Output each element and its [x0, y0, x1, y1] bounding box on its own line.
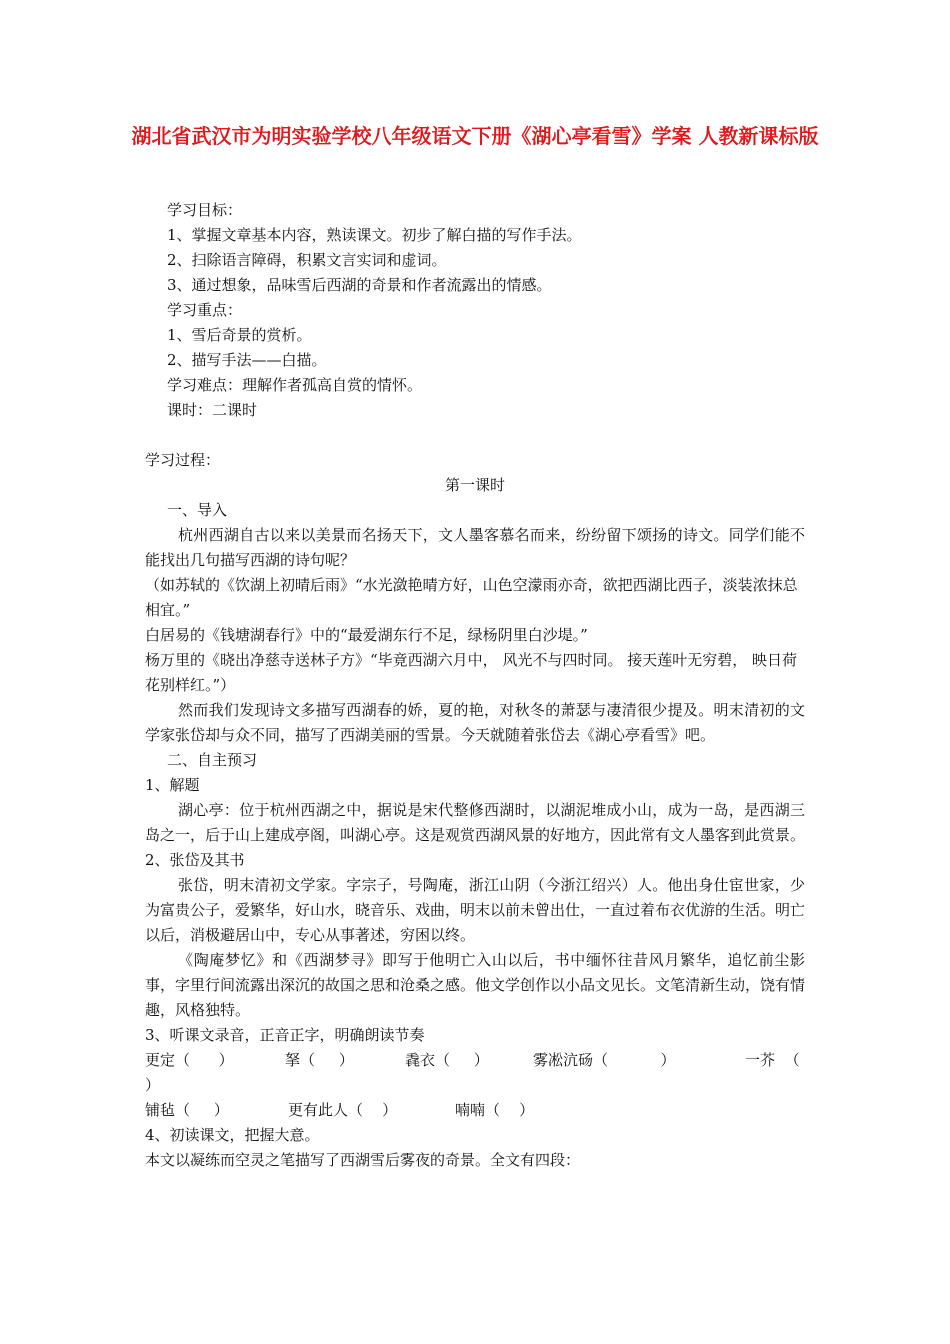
difficulty: 学习难点：理解作者孤高自赏的情怀。 [167, 376, 423, 394]
vocab-item: 更有此人（ ） [288, 1101, 398, 1119]
lesson-title: 第一课时 [444, 476, 505, 494]
section-heading: 一、导入 [167, 501, 228, 519]
intro-paragraph: 然而我们发现诗文多描写西湖春的娇，夏的艳，对秋冬的萧瑟与凄清很少提及。明末清初的文学家张岱却与众不同，描写了西湖美丽的雪景。今天就随着张岱去《湖心亭看雪》吧。 [145, 701, 805, 744]
vocab-row [145, 1048, 805, 1073]
intro-paragraph: 杭州西湖自古以来以美景而名扬天下，文人墨客慕名而来，纷纷留下颂扬的诗文。同学们能不能找出几句描写西湖的诗句呢？ [145, 526, 805, 569]
document-body [145, 198, 805, 1173]
focus-item: 1、雪后奇景的赏析。 [167, 326, 312, 344]
goals-heading: 学习目标： [167, 201, 243, 219]
vocab-item: 拏（ ） [285, 1051, 354, 1069]
vocab-row [145, 1098, 805, 1123]
vocab-item: 雾凇沆砀（ ） [533, 1051, 676, 1069]
paragraph: 本文以凝练而空灵之笔描写了西湖雪后雾夜的奇景。全文有四段： [145, 1151, 581, 1169]
poem-quote: 杨万里的《晓出净慈寺送林子方》“毕竟西湖六月中， 风光不与四时同。 接天莲叶无穷碧， 映日荷花别样红。”） [145, 651, 797, 694]
process-heading: 学习过程： [145, 451, 221, 469]
sub-heading: 3、听课文录音，正音正字，明确朗读节奏 [145, 1026, 425, 1044]
page-title: 湖北省武汉市为明实验学校八年级语文下册《湖心亭看雪》学案 人教新课标版 [131, 124, 819, 148]
poem-quote: （如苏轼的《饮湖上初晴后雨》“水光潋艳晴方好，山色空濛雨亦奇，欲把西湖比西子，淡装浓抹总相宜。” [145, 576, 798, 619]
focus-item: 2、描写手法——白描。 [167, 351, 327, 369]
vocab-item: 毳衣（ ） [405, 1051, 489, 1069]
vocab-row-wrap: ） [145, 1076, 161, 1094]
goal-item: 1、掌握文章基本内容，熟读课文。初步了解白描的写作手法。 [167, 226, 582, 244]
vocab-item: 铺毡（ ） [145, 1101, 229, 1119]
sub-heading: 4、初读课文，把握大意。 [145, 1126, 320, 1144]
focus-heading: 学习重点： [167, 301, 243, 319]
section-heading: 二、自主预习 [167, 751, 258, 769]
sub-heading: 1、解题 [145, 776, 200, 794]
paragraph: 《陶庵梦忆》和《西湖梦寻》即写于他明亡入山以后，书中缅怀往昔风月繁华，追忆前尘影事，字里行间流露出深沉的故国之思和沧桑之感。他文学创作以小品文见长。文笔清新生动，饶有情趣，风格独特。 [145, 951, 806, 1019]
sub-heading: 2、张岱及其书 [145, 851, 245, 869]
poem-quote: 白居易的《钱塘湖春行》中的“最爱湖东行不足，绿杨阴里白沙堤。” [145, 626, 588, 644]
paragraph: 湖心亭：位于杭州西湖之中，据说是宋代整修西湖时，以湖泥堆成小山，成为一岛，是西湖三岛之一，后于山上建成亭阁，叫湖心亭。这是观赏西湖风景的好地方，因此常有文人墨客到此赏景。 [145, 801, 806, 844]
class-hours: 课时：二课时 [167, 401, 258, 419]
goal-item: 2、扫除语言障碍，积累文言实词和虚词。 [167, 251, 447, 269]
vocab-item: 喃喃（ ） [455, 1101, 535, 1119]
vocab-item: 一芥 （ [745, 1051, 800, 1069]
goal-item: 3、通过想象，品味雪后西湖的奇景和作者流露出的情感。 [167, 276, 552, 294]
paragraph: 张岱，明末清初文学家。字宗子，号陶庵，浙江山阴（今浙江绍兴）人。他出身仕宦世家，少为富贵公子，爱繁华，好山水，晓音乐、戏曲，明末以前未曾出仕，一直过着布衣优游的生活。明亡以后，消极避居山中，专心从事著述，穷困以终。 [145, 876, 806, 944]
vocab-item: 更定（ ） [145, 1051, 234, 1069]
